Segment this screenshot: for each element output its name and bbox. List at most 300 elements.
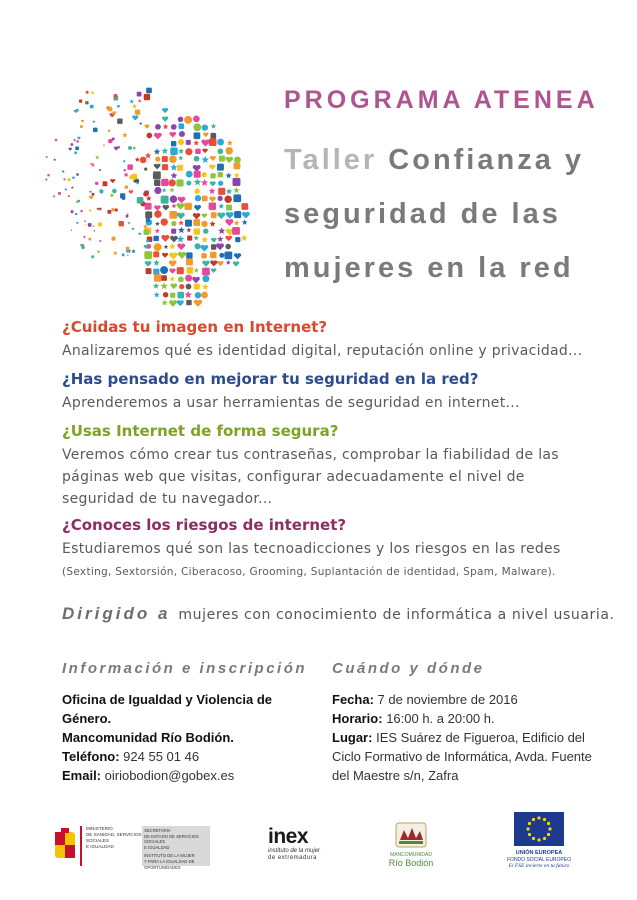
social-icon-tile (163, 124, 169, 129)
social-icon-tile (90, 105, 94, 109)
ministerio-divider (80, 826, 82, 866)
social-icon-tile (218, 172, 223, 177)
social-icon-tile (234, 220, 239, 225)
social-icon-tile (137, 197, 143, 203)
social-icon-tile (146, 218, 150, 222)
social-icon-tile (140, 157, 147, 164)
social-icon-tile (171, 203, 176, 208)
social-icon-tile (153, 251, 159, 257)
eu-star-icon (543, 837, 546, 840)
social-icon-tile (210, 156, 216, 161)
eu-star-icon (547, 833, 550, 836)
social-icon-tile (194, 243, 200, 249)
social-icon-tile (62, 171, 65, 173)
social-icon-tile (171, 283, 178, 289)
social-icon-tile (202, 149, 207, 154)
social-icon-tile (201, 236, 208, 243)
email-label: Email: (62, 768, 102, 783)
social-icon-tile (184, 203, 191, 210)
social-icon-tile (129, 190, 134, 194)
social-icon-tile (217, 261, 223, 266)
social-icon-tile (145, 203, 152, 210)
social-icon-tile (210, 252, 217, 259)
social-icon-tile (242, 219, 248, 224)
social-icon-tile (107, 210, 111, 214)
social-icon-tile (178, 276, 184, 282)
workshop-title-line-3: mujeres en la red (284, 252, 574, 284)
social-icon-tile (169, 300, 177, 307)
social-icon-tile (120, 193, 125, 198)
social-icon-tile (169, 268, 175, 273)
workshop-title-line-1 (284, 144, 584, 177)
social-icon-tile (164, 244, 169, 249)
social-icon-tile (201, 292, 208, 299)
section-1-question: ¿Cuidas tu imagen en Internet? (62, 318, 328, 336)
social-icon-tile (234, 253, 241, 259)
social-icon-tile (80, 125, 83, 128)
ministerio-line-3: E IGUALDAD (85, 844, 114, 849)
social-icon-tile (242, 212, 250, 219)
social-icon-tile (160, 266, 168, 274)
social-icon-tile (210, 260, 217, 266)
social-icon-tile (93, 128, 98, 133)
social-icon-tile (225, 219, 233, 226)
eu-line-2: FONDO SOCIAL EUROPEO (507, 857, 571, 863)
social-icon-tile (89, 196, 93, 200)
mancomunidad-line-2: Río Bodión (388, 858, 434, 868)
eu-star-icon (528, 833, 531, 836)
social-icon-tile (211, 238, 217, 243)
social-icon-tile (145, 124, 150, 128)
social-icon-tile (233, 187, 240, 193)
social-icon-tile (233, 163, 240, 170)
social-icon-tile (195, 292, 201, 298)
social-icon-tile (226, 188, 232, 194)
social-icon-tile (153, 283, 159, 289)
eu-star-icon (532, 818, 535, 821)
social-icon-tile (210, 133, 216, 139)
secretaria-line-3: E IGUALDAD (144, 844, 170, 850)
eu-star-icon (528, 822, 531, 825)
social-icon-tile (193, 219, 200, 226)
social-icon-tile (209, 197, 215, 202)
social-icon-tile (71, 210, 74, 213)
time-label: Horario: (332, 711, 383, 726)
social-icon-tile (161, 196, 169, 204)
eu-flag-icon (514, 812, 564, 846)
social-icon-tile (193, 116, 200, 123)
social-icon-tile (202, 156, 209, 163)
inex-word: inex (268, 825, 309, 848)
social-icon-tile (132, 115, 138, 120)
social-icon-tile (218, 188, 225, 195)
office-org: Mancomunidad Río Bodión. (62, 730, 234, 745)
social-icon-tile (98, 222, 102, 226)
social-icon-tile (161, 299, 167, 305)
social-icon-tile (201, 221, 207, 227)
social-icon-tile (126, 215, 129, 218)
mancomunidad-logo (386, 822, 436, 870)
social-icon-tile (186, 227, 191, 232)
social-icon-tile (211, 212, 217, 218)
social-icon-tile (186, 181, 191, 186)
social-icon-tile (138, 99, 142, 103)
social-icon-tile (195, 149, 200, 154)
title-line-1-text: Confianza y (388, 144, 585, 176)
inex-sub-1: instituto de la mujer (268, 848, 321, 854)
social-icon-tile (75, 213, 78, 215)
social-icon-tile (209, 203, 216, 210)
social-icon-tile (170, 236, 178, 242)
inex-logo (268, 826, 338, 868)
social-icon-tile (122, 132, 128, 137)
social-icon-tile (169, 211, 177, 219)
social-icon-tile (194, 228, 200, 234)
social-icon-tile (135, 157, 140, 162)
social-icon-tile (122, 254, 125, 257)
social-icon-tile (125, 173, 128, 176)
social-icon-tile (86, 91, 89, 94)
social-icon-tile (171, 229, 176, 234)
social-icon-tile (155, 124, 161, 130)
social-icon-tile (99, 240, 101, 242)
social-icon-tile (218, 148, 224, 154)
social-icon-tile (117, 118, 122, 123)
social-icon-tile (131, 249, 135, 253)
section-4-main-text: Estudiaremos qué son las tecnoadicciones y los riesgos en las redes (62, 541, 561, 557)
social-icon-tile (179, 131, 185, 137)
social-icon-tile (133, 147, 136, 150)
social-icon-tile (99, 189, 103, 193)
audience-text: mujeres con conocimiento de informática a nivel usuaria. (178, 607, 615, 623)
social-icon-tile (201, 179, 208, 186)
social-icon-tile (154, 210, 161, 217)
social-icon-tile (154, 148, 161, 154)
social-icon-tile (114, 94, 118, 98)
social-icon-tile (219, 156, 225, 162)
social-icon-tile (177, 213, 185, 220)
social-icon-tile (225, 157, 233, 163)
social-icon-tile (170, 276, 176, 281)
eu-star-icon (532, 837, 535, 840)
secretaria-line-1: SECRETARÍA (144, 828, 171, 833)
social-icon-tile (154, 243, 162, 251)
social-icon-tile (201, 253, 206, 258)
social-icon-tile (58, 192, 61, 195)
social-icon-tile (162, 156, 168, 162)
social-icon-tile (155, 157, 160, 162)
social-icon-tile (211, 244, 216, 249)
place-label: Lugar: (332, 730, 373, 745)
social-icon-tile (70, 229, 72, 231)
program-title: PROGRAMA ATENEA (284, 86, 599, 114)
social-icon-tile (162, 108, 168, 113)
social-icon-tile (70, 143, 73, 146)
social-icon-tile (146, 268, 152, 274)
social-icon-tile (76, 109, 79, 112)
social-icon-tile (111, 237, 115, 241)
social-icon-tile (46, 156, 48, 158)
social-icon-tile (170, 164, 177, 171)
social-icon-tile (192, 277, 199, 283)
social-icon-tile (177, 300, 184, 306)
social-icon-tile (146, 196, 152, 201)
social-icon-tile (186, 259, 193, 266)
social-icon-tile (241, 203, 248, 210)
eu-star-icon (547, 822, 550, 825)
section-2-text: Aprenderemos a usar herramientas de seguridad en internet... (62, 395, 520, 411)
social-icon-tile (154, 180, 160, 186)
social-icon-tile (162, 253, 168, 258)
social-icon-tile (127, 164, 132, 169)
instituto-line-1: INSTITUTO DE LA MUJER (144, 853, 195, 859)
social-icon-tile (132, 104, 137, 109)
social-icon-tile (226, 172, 232, 178)
social-icon-tile (217, 196, 222, 201)
social-icon-tile (77, 137, 80, 140)
social-icon-tile (202, 196, 208, 202)
eu-star-icon (537, 838, 540, 841)
social-icon-tile (176, 179, 183, 186)
social-icon-tile (115, 209, 118, 212)
social-icon-tile (187, 236, 192, 241)
social-icon-tile (186, 252, 192, 258)
social-icon-tile (185, 291, 192, 298)
section-4-risks-list: (Sexting, Sextorsión, Ciberacoso, Grooming, Suplantación de identidad, Spam, Malware). (62, 566, 556, 578)
social-icon-tile (233, 194, 241, 202)
social-icon-tile (178, 148, 184, 154)
social-icon-tile (137, 92, 142, 97)
social-icon-tile (84, 220, 87, 222)
social-icon-tile (103, 144, 105, 146)
instituto-line-2: Y PARA LA IGUALDAD DE OPORTUNIDADES (144, 858, 195, 870)
social-icon-tile (154, 205, 160, 210)
social-icon-tile (177, 235, 185, 242)
social-icon-tile (113, 251, 118, 255)
social-icon-tile (63, 178, 65, 180)
time-value: 16:00 h. a 20:00 h. (386, 711, 495, 726)
social-icon-tile (194, 132, 201, 139)
social-icon-tile (112, 138, 115, 141)
social-icon-tile (233, 261, 239, 266)
social-icon-tile (163, 205, 170, 211)
social-icon-tile (45, 178, 47, 180)
social-icon-tile (226, 212, 234, 219)
section-1-text: Analizaremos qué es identidad digital, reputación online y privacidad... (62, 343, 583, 359)
section-4-question: ¿Conoces los riesgos de internet? (62, 516, 347, 534)
when-heading: Cuándo y dónde (332, 660, 485, 677)
social-icon-tile (155, 221, 160, 226)
social-icon-tile (195, 195, 201, 201)
social-icon-tile (178, 123, 184, 129)
social-icon-tile (178, 117, 183, 122)
social-icon-tile (194, 171, 201, 178)
social-icon-tile (163, 292, 168, 297)
social-icon-tile (154, 274, 162, 282)
social-icon-tile (177, 292, 184, 299)
social-icon-tile (184, 116, 192, 124)
social-icon-tile (234, 172, 240, 178)
social-icon-tile (161, 235, 169, 242)
social-icon-tile (112, 189, 117, 194)
social-icon-tile (129, 99, 133, 103)
social-icon-tile (202, 213, 207, 218)
social-icon-tile (74, 151, 77, 154)
social-icon-tile (144, 251, 152, 259)
social-icon-tile (193, 213, 200, 219)
when-block (332, 690, 622, 785)
social-icon-tile (194, 283, 200, 289)
social-icon-tile (92, 193, 95, 196)
social-icon-tile (177, 244, 185, 251)
phone-value[interactable]: 924 55 01 46 (123, 749, 200, 764)
social-icon-tile (178, 139, 184, 145)
ministerio-line-1: MINISTERIO (85, 826, 113, 831)
social-icon-tile (161, 218, 168, 225)
social-icon-tile (54, 159, 56, 161)
social-icon-tile (80, 210, 82, 212)
social-icon-tile (95, 155, 99, 159)
social-icon-tile (234, 211, 241, 218)
social-icon-tile (178, 197, 186, 204)
social-icon-tile (127, 254, 129, 256)
social-icon-tile (216, 243, 224, 250)
social-icon-tile (47, 174, 49, 176)
social-icon-tile (185, 275, 192, 282)
social-icon-tile (171, 221, 176, 226)
social-icon-tile (194, 156, 200, 162)
inex-sub-2: de extremadura (268, 855, 318, 861)
ministerio-line-2: DE SANIDAD, SERVICIOS SOCIALES (85, 832, 142, 843)
social-icon-tile (193, 165, 201, 172)
social-icon-tile (153, 236, 158, 241)
section-4-text (62, 538, 602, 583)
social-icon-tile (219, 253, 224, 258)
social-icon-tile (53, 195, 56, 197)
social-icon-tile (162, 116, 168, 121)
eu-star-icon (548, 827, 551, 830)
social-icon-tile (179, 284, 184, 289)
social-icon-tile (209, 138, 217, 146)
date-value: 7 de noviembre de 2016 (377, 692, 518, 707)
social-icon-tile (76, 222, 79, 224)
social-icon-tile (217, 236, 223, 242)
social-icon-tile (178, 252, 186, 259)
social-icon-tile (85, 223, 87, 225)
social-icon-tile (218, 227, 225, 234)
social-icon-tile (225, 244, 231, 250)
social-icon-tile (217, 212, 225, 219)
social-icon-tile (103, 181, 108, 186)
social-icon-tile (92, 225, 95, 228)
workshop-title-line-2: seguridad de las (284, 198, 561, 230)
social-icon-tile (81, 120, 84, 123)
mancomunidad-line-1: MANCOMUNIDAD (390, 852, 432, 858)
social-icon-tile (233, 178, 241, 186)
social-icon-tile (75, 146, 79, 150)
social-icon-tile (186, 300, 191, 305)
social-icon-tile (186, 171, 193, 178)
social-icon-tile (154, 292, 160, 298)
social-icon-tile (161, 179, 168, 186)
email-value[interactable]: oiriobodion@gobex.es (104, 768, 235, 783)
social-icon-tile (186, 284, 192, 290)
social-icon-tile (171, 172, 178, 179)
social-icon-tile (68, 178, 71, 181)
social-icon-tile (154, 133, 162, 140)
social-icon-tile (235, 237, 240, 242)
social-icon-tile (224, 252, 232, 260)
section-3-question: ¿Usas Internet de forma segura? (62, 422, 339, 440)
place-line-2: Ciclo Formativo de Informática, Avda. Fuente (332, 749, 592, 764)
social-icon-tile (194, 235, 199, 240)
social-icon-tile (153, 269, 159, 275)
social-icon-tile (241, 234, 248, 241)
social-icon-tile (124, 169, 126, 171)
social-icon-tile (201, 245, 209, 252)
social-icon-tile (209, 165, 215, 170)
eu-line-3: El FSE invierte en tu futuro (508, 863, 570, 869)
social-icon-tile (193, 140, 199, 146)
social-icon-tile (73, 139, 76, 142)
eu-star-icon (537, 816, 540, 819)
eu-logo (498, 812, 580, 872)
social-icon-tile (89, 210, 92, 212)
social-icon-tile (114, 146, 119, 150)
social-icon-tile (99, 169, 101, 171)
social-icon-tile (135, 110, 140, 115)
social-icon-tile (202, 275, 209, 282)
audience-line (62, 604, 615, 624)
social-icon-tile (72, 176, 75, 179)
social-icon-tile (108, 130, 110, 132)
social-icon-tile (110, 194, 113, 197)
social-icon-tile (129, 175, 133, 179)
social-icon-tile (139, 123, 142, 125)
social-icon-tile (127, 213, 129, 215)
title-prefix: Taller (284, 144, 378, 176)
social-icon-tile (218, 203, 224, 208)
social-icon-tile (117, 105, 120, 108)
social-icon-tile (79, 100, 82, 103)
social-icon-tile (126, 247, 130, 251)
social-icon-tile (119, 221, 124, 226)
social-icon-tile (234, 157, 241, 164)
social-icon-tile (153, 171, 161, 179)
social-icon-tile (202, 172, 207, 177)
social-icon-tile (89, 238, 92, 241)
social-icon-tile (138, 233, 141, 236)
social-icon-tile (227, 140, 233, 146)
social-icon-tile (76, 201, 79, 204)
eu-line-1: UNIÓN EUROPEA (515, 850, 563, 856)
social-icon-tile (125, 186, 128, 189)
office-name: Oficina de Igualdad y Violencia de Género. (62, 692, 272, 726)
social-icon-tile (169, 155, 177, 163)
social-icon-tile (178, 227, 185, 234)
mancomunidad-emblem-icon (395, 822, 427, 848)
social-icon-tile (88, 223, 92, 227)
social-icon-tile (145, 261, 152, 267)
social-icon-tile (177, 165, 183, 171)
social-icon-tile (160, 282, 168, 289)
social-icon-tile (144, 94, 150, 100)
social-icon-tile (211, 123, 217, 128)
social-icon-tile (169, 243, 175, 249)
social-icon-tile (203, 132, 208, 137)
social-icon-tile (177, 267, 184, 274)
social-icon-tile (161, 147, 168, 153)
